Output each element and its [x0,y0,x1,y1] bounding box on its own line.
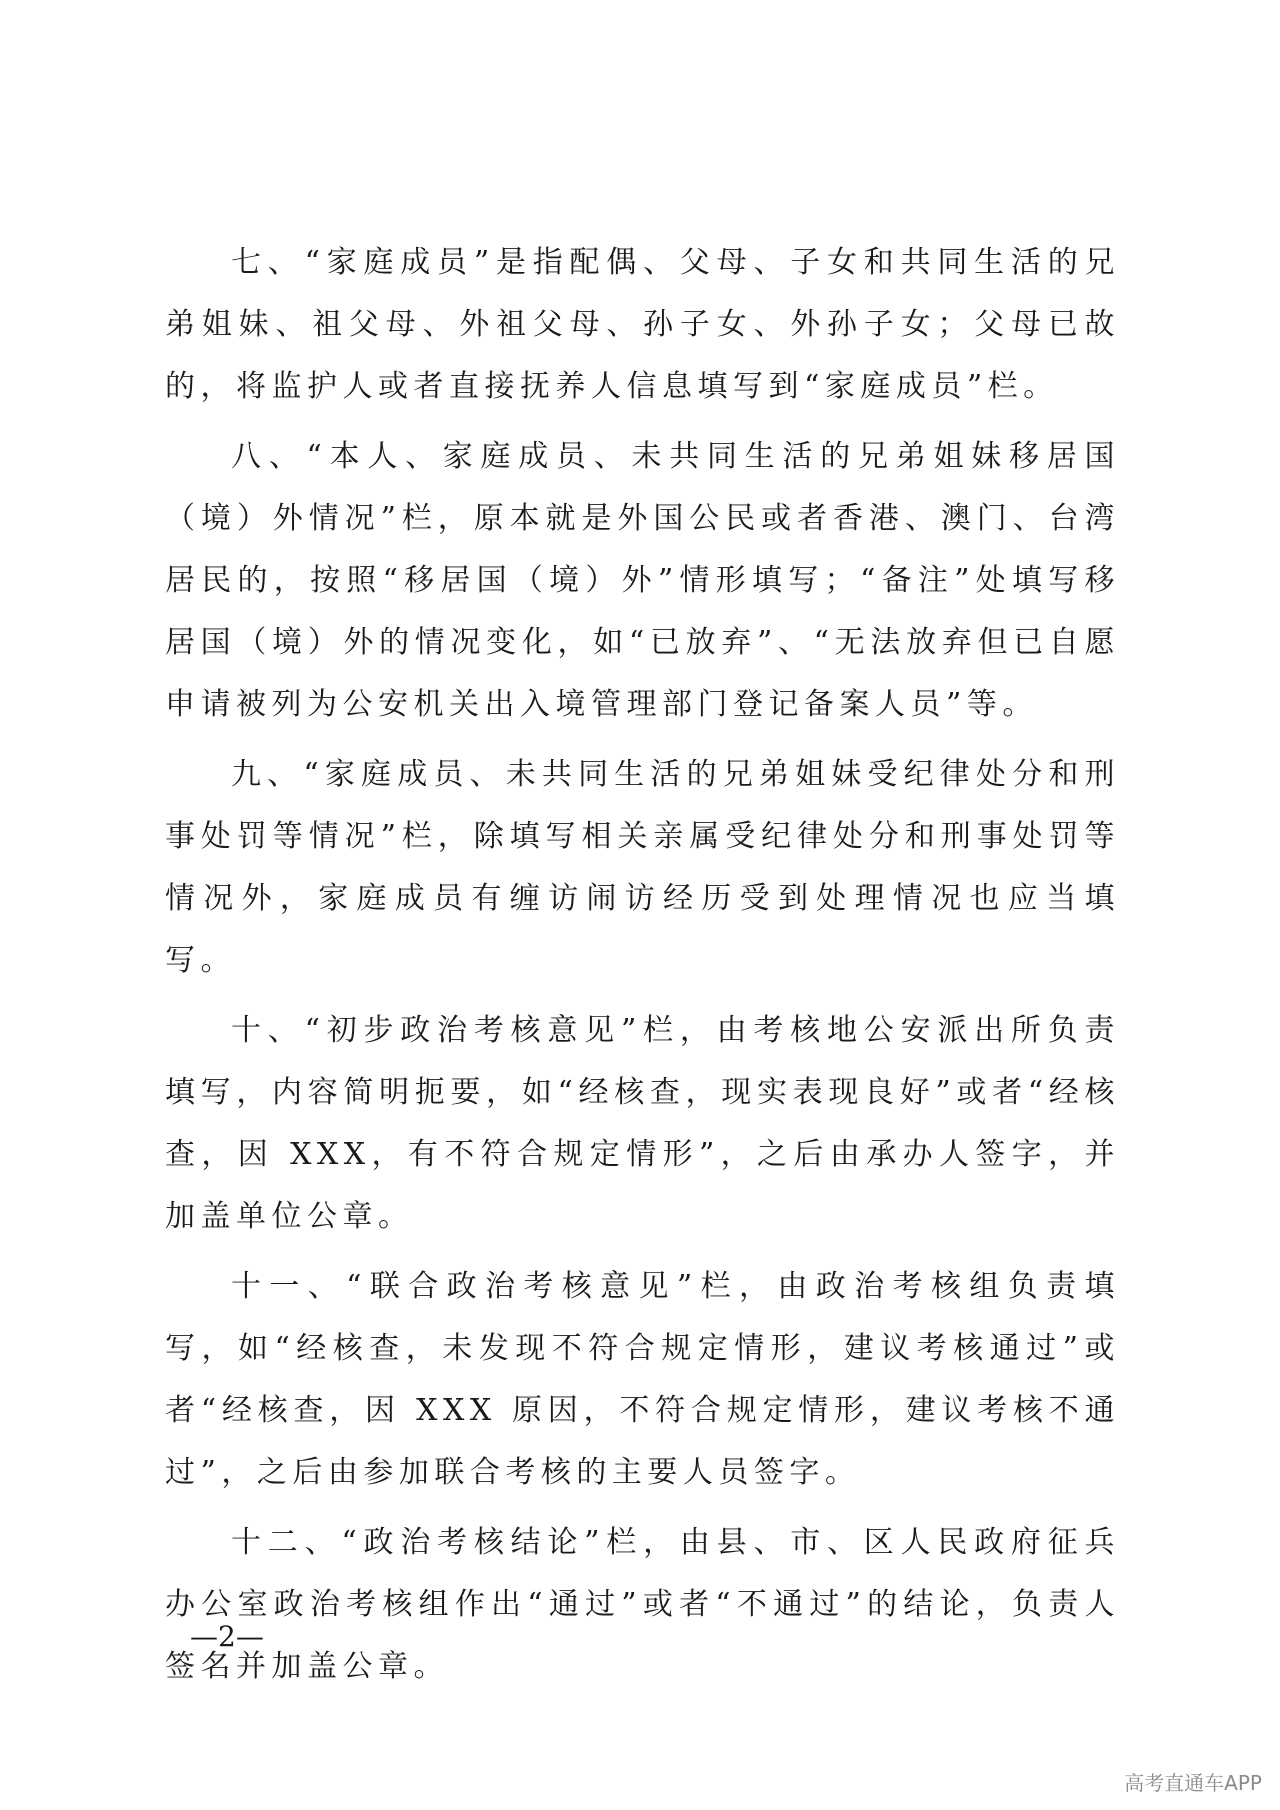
watermark: 高考直通车APP [1124,1771,1262,1795]
page-number: —2— [190,1620,264,1653]
paragraph-8: 八、“本人、家庭成员、未共同生活的兄弟姐妹移居国（境）外情况”栏，原本就是外国公民或者香港、澳门、台湾居民的，按照“移居国（境）外”情形填写；“备注”处填写移居国（境）外的情况变化，如“已放弃”、“无法放弃但已自愿申请被列为公安机关出入境管理部门登记备案人员”等。 [165,439,1120,722]
paragraph-11: 十一、“联合政治考核意见”栏，由政治考核组负责填写，如“经核查，未发现不符合规定情形，建议考核通过”或者“经核查，因 XXX 原因，不符合规定情形，建议考核不通过”，之后由参加联合考核的主要人员签字。 [165,1269,1120,1490]
document-body [165,232,1120,1706]
paragraph-10: 十、“初步政治考核意见”栏，由考核地公安派出所负责填写，内容简明扼要，如“经核查，现实表现良好”或者“经核查，因 XXX，有不符合规定情形”，之后由承办人签字，并加盖单位公章。 [165,1013,1120,1234]
paragraph-12: 十二、“政治考核结论”栏，由县、市、区人民政府征兵办公室政治考核组作出“通过”或者“不通过”的结论，负责人签名并加盖公章。 [165,1525,1120,1684]
paragraph-9: 九、“家庭成员、未共同生活的兄弟姐妹受纪律处分和刑事处罚等情况”栏，除填写相关亲属受纪律处分和刑事处罚等情况外，家庭成员有缠访闹访经历受到处理情况也应当填写。 [165,757,1120,978]
paragraph-7: 七、“家庭成员”是指配偶、父母、子女和共同生活的兄弟姐妹、祖父母、外祖父母、孙子女、外孙子女；父母已故的，将监护人或者直接抚养人信息填写到“家庭成员”栏。 [165,245,1120,404]
